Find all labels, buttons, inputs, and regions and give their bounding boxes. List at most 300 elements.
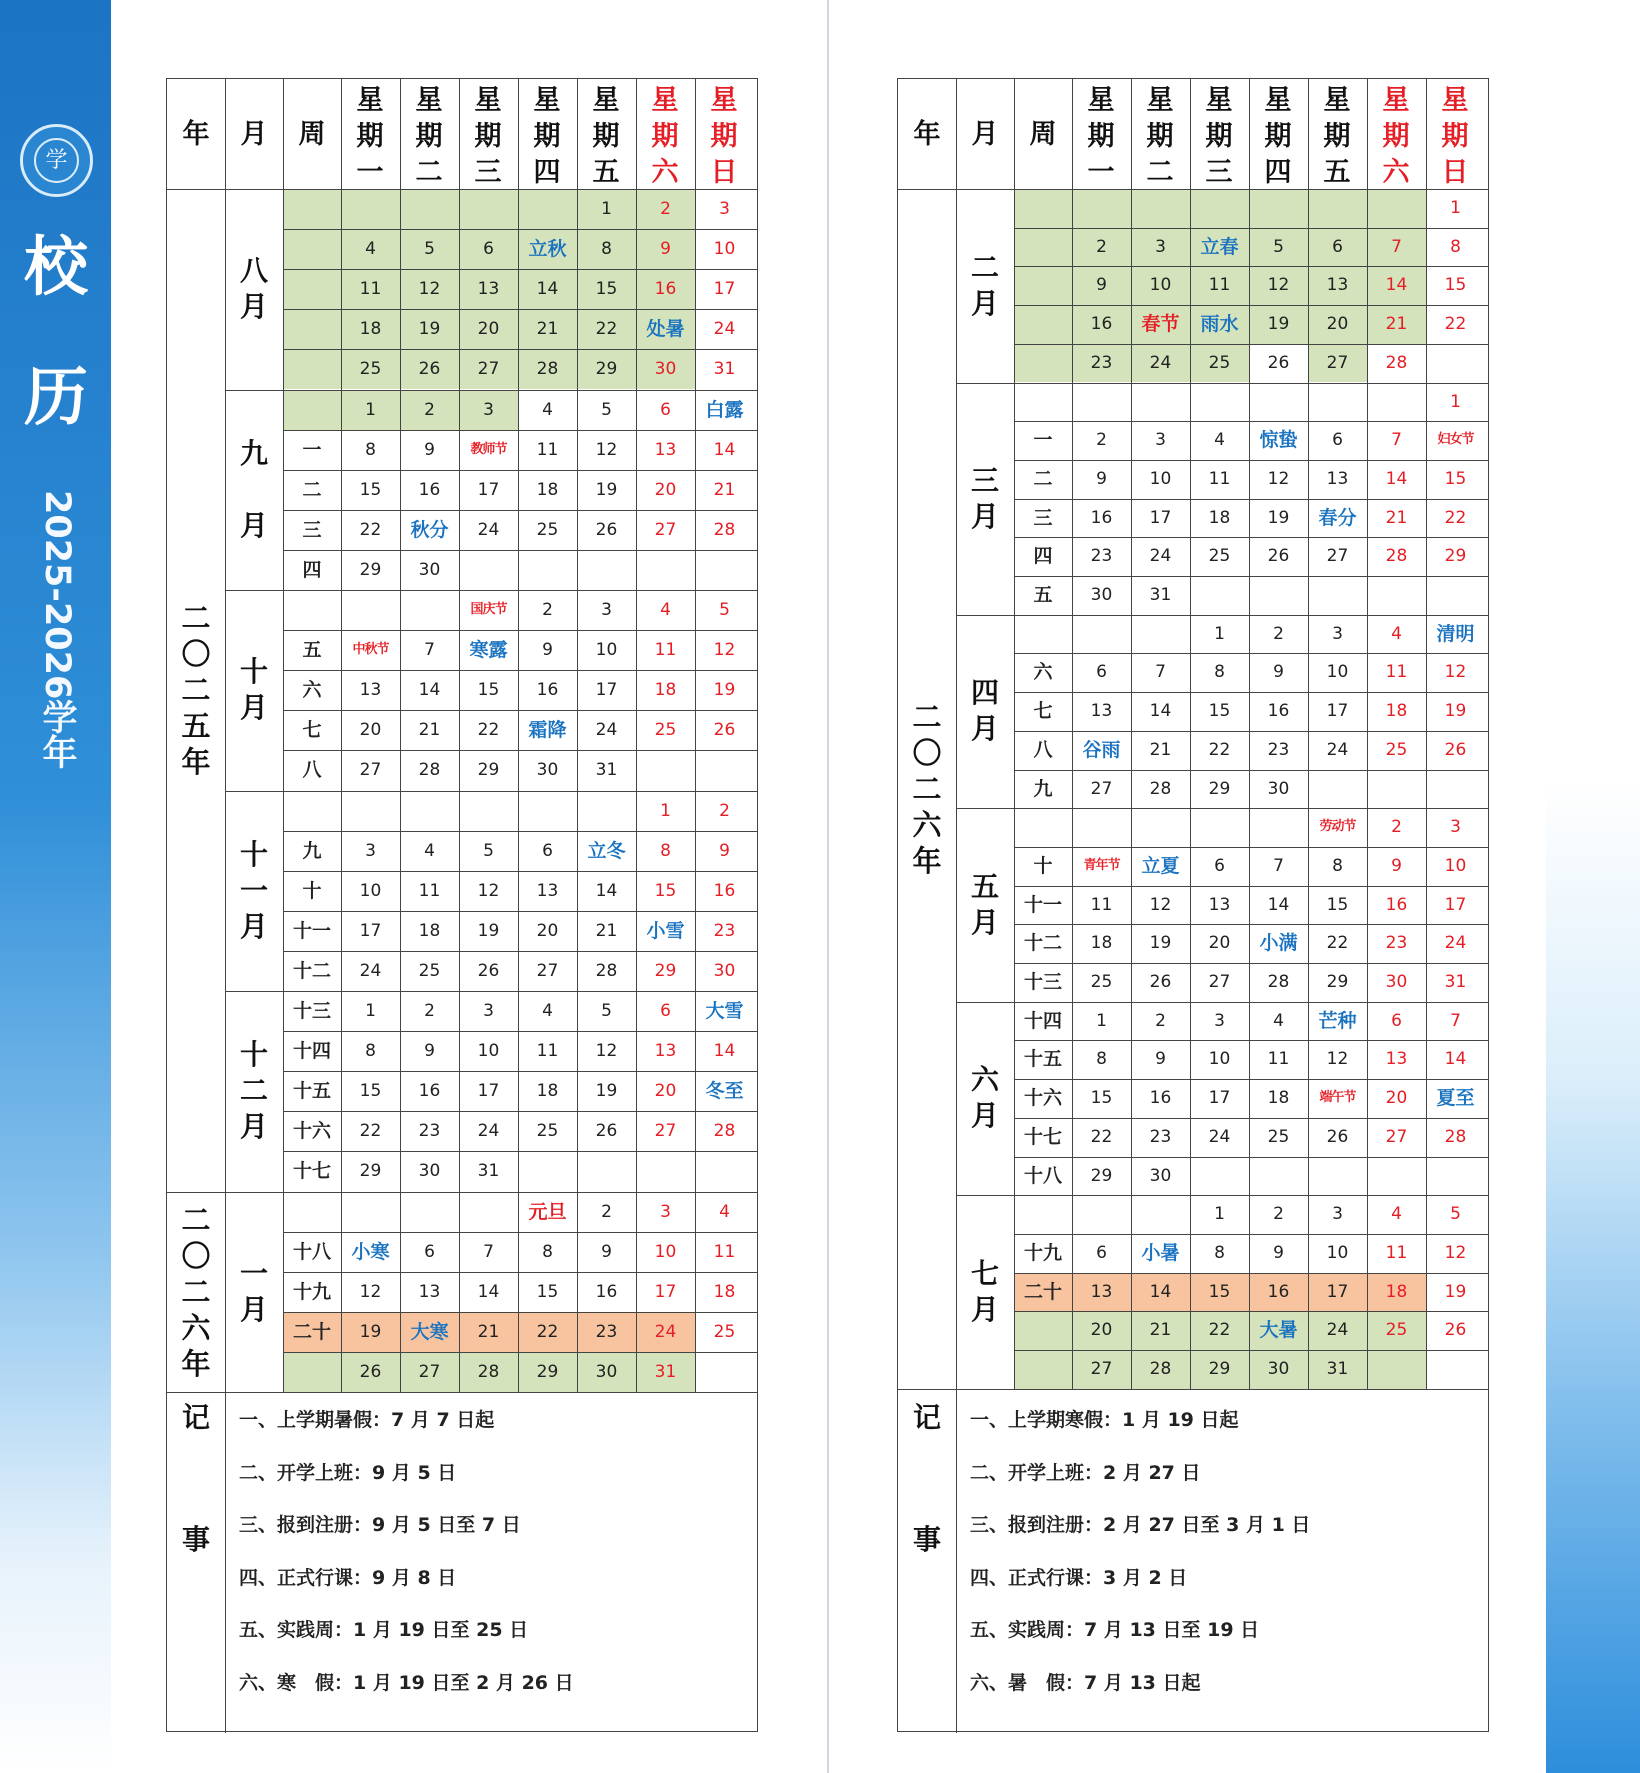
- day-cell: 17: [1326, 1281, 1349, 1302]
- day-cell: 1: [1214, 623, 1225, 644]
- week-number: 十五: [292, 1080, 331, 1103]
- day-cell: 22: [1090, 1126, 1113, 1147]
- day-cell: 13: [1090, 701, 1113, 722]
- day-cell: 28: [595, 960, 618, 981]
- day-cell: 寒露: [469, 639, 508, 662]
- day-cell: 10: [1149, 275, 1172, 296]
- week-number: 十六: [292, 1120, 331, 1143]
- day-cell: 11: [536, 439, 559, 460]
- day-cell: 23: [713, 920, 736, 941]
- day-cell: 国庆节: [470, 602, 507, 617]
- day-cell: 23: [418, 1121, 441, 1142]
- day-cell: 31: [1149, 585, 1172, 605]
- day-cell: 7: [1273, 855, 1284, 876]
- month-label: 七 月: [970, 1256, 999, 1326]
- day-cell: 3: [483, 1001, 494, 1021]
- day-cell: 4: [1273, 1010, 1284, 1031]
- day-cell: 28: [1267, 972, 1290, 992]
- day-cell: 立冬: [587, 839, 626, 862]
- day-cell: 26: [1267, 546, 1290, 567]
- day-cell: 18: [418, 920, 441, 941]
- month-label: 六 月: [970, 1063, 999, 1133]
- day-cell: 11: [1385, 1242, 1408, 1263]
- day-cell: 26: [1326, 1126, 1349, 1147]
- month-line: [956, 1195, 1488, 1196]
- week-number: 十: [1033, 854, 1053, 877]
- header-weekday: 星 期 二: [1146, 85, 1174, 188]
- day-cell: 15: [359, 479, 382, 500]
- day-cell: 31: [477, 1161, 500, 1182]
- day-cell: 21: [418, 720, 441, 741]
- note-line: 四、正式行课：9 月 8 日: [239, 1566, 457, 1589]
- day-cell: 4: [542, 1001, 553, 1021]
- header-weekday: 星 期 六: [651, 85, 679, 188]
- day-cell: 15: [595, 279, 618, 300]
- day-cell: 13: [1208, 894, 1231, 915]
- right-decoration: [1546, 780, 1640, 1773]
- day-cell: 9: [1273, 662, 1284, 683]
- day-cell: 6: [1332, 430, 1343, 451]
- year-label: 二 〇 二 六 年: [181, 1202, 211, 1381]
- week-number: 十: [302, 879, 322, 902]
- day-cell: 2: [1391, 817, 1402, 838]
- day-cell: 13: [1326, 275, 1349, 296]
- day-cell: 11: [536, 1041, 559, 1062]
- day-cell: 23: [1090, 352, 1113, 373]
- day-cell: 14: [713, 439, 736, 460]
- day-cell: 雨水: [1200, 313, 1239, 336]
- week-number: 六: [1033, 661, 1053, 684]
- month-label: 四 月: [970, 676, 999, 746]
- day-cell: 29: [359, 1161, 382, 1182]
- day-cell: 17: [1208, 1088, 1231, 1109]
- day-cell: 23: [1149, 1126, 1172, 1147]
- day-cell: 15: [1090, 1088, 1113, 1109]
- week-number: 十四: [1023, 1009, 1062, 1032]
- day-cell: 30: [654, 359, 677, 380]
- day-cell: 14: [1385, 468, 1408, 489]
- day-cell: 1: [601, 199, 612, 219]
- day-cell: 大寒: [410, 1320, 449, 1343]
- day-cell: 惊蛰: [1259, 429, 1298, 452]
- month-label: 一 月: [239, 1256, 268, 1326]
- week-number: 十一: [1023, 893, 1062, 916]
- page-fold: [827, 0, 829, 1773]
- day-cell: 13: [654, 1041, 677, 1062]
- day-cell: 10: [1444, 855, 1467, 876]
- day-cell: 21: [1149, 739, 1172, 760]
- day-cell: 25: [1208, 546, 1231, 567]
- day-cell: 3: [1450, 817, 1461, 838]
- day-cell: 5: [483, 840, 494, 861]
- header-weekday: 星 期 五: [1323, 85, 1351, 188]
- day-cell: 立秋: [528, 238, 567, 261]
- day-cell: 小寒: [351, 1240, 390, 1263]
- day-cell: 16: [1267, 701, 1290, 722]
- day-cell: 25: [1090, 972, 1113, 992]
- day-cell: 6: [660, 1001, 671, 1021]
- header-week: 周: [1029, 119, 1057, 150]
- day-cell: 25: [1385, 739, 1408, 760]
- day-cell: 2: [1096, 236, 1107, 257]
- calendar-table-2025: [166, 78, 758, 1732]
- day-cell: 22: [359, 519, 382, 540]
- day-cell: 小雪: [646, 919, 685, 942]
- day-cell: 19: [477, 920, 500, 941]
- day-cell: 28: [1149, 1359, 1172, 1379]
- week-number: 四: [302, 558, 322, 581]
- day-cell: 26: [595, 519, 618, 540]
- day-cell: 16: [418, 479, 441, 500]
- day-cell: 16: [1385, 894, 1408, 915]
- day-cell: 1: [1450, 391, 1461, 412]
- day-cell: 26: [1149, 972, 1172, 992]
- day-cell: 20: [359, 720, 382, 741]
- day-cell: 1: [1096, 1010, 1107, 1031]
- day-cell: 12: [1267, 275, 1290, 296]
- month-line: [956, 615, 1488, 616]
- day-cell: 11: [1385, 662, 1408, 683]
- jishi-label: 记: [181, 1401, 210, 1434]
- week-number: 二十: [292, 1320, 331, 1343]
- day-cell: 11: [713, 1241, 736, 1262]
- header-weekday: 星 期 日: [710, 85, 738, 188]
- day-cell: 26: [595, 1121, 618, 1142]
- day-cell: 24: [477, 519, 500, 540]
- day-cell: 12: [1444, 662, 1467, 683]
- day-cell: 16: [418, 1081, 441, 1102]
- day-cell: 9: [424, 1041, 435, 1062]
- day-cell: 29: [1444, 546, 1467, 567]
- header-year: 年: [182, 119, 210, 150]
- day-cell: 22: [1444, 314, 1467, 335]
- day-cell: 13: [1090, 1281, 1113, 1302]
- day-cell: 8: [1450, 236, 1461, 257]
- day-cell: 28: [1385, 352, 1408, 373]
- day-cell: 6: [542, 840, 553, 861]
- day-cell: 30: [1267, 1359, 1290, 1379]
- day-cell: 5: [424, 239, 435, 260]
- week-number: 二: [1033, 467, 1053, 490]
- day-cell: 妇女节: [1437, 432, 1474, 448]
- year-line: [167, 1192, 757, 1193]
- week-number: 十八: [1023, 1164, 1062, 1187]
- day-cell: 10: [359, 880, 382, 901]
- day-cell: 27: [536, 960, 559, 981]
- day-cell: 13: [654, 439, 677, 460]
- day-cell: 17: [477, 1081, 500, 1102]
- week-number: 五: [1033, 584, 1053, 606]
- day-cell: 25: [418, 960, 441, 981]
- day-cell: 2: [660, 199, 671, 219]
- week-number: 三: [302, 518, 322, 541]
- day-cell: 17: [595, 680, 618, 701]
- day-cell: 6: [1391, 1010, 1402, 1031]
- day-cell: 1: [365, 1001, 376, 1021]
- week-number: 七: [1033, 700, 1053, 723]
- day-cell: 28: [477, 1361, 500, 1382]
- day-cell: 27: [654, 1121, 677, 1142]
- day-cell: 22: [1444, 507, 1467, 528]
- day-cell: 6: [1096, 1242, 1107, 1263]
- day-cell: 18: [536, 1081, 559, 1102]
- day-cell: 12: [595, 1041, 618, 1062]
- day-cell: 10: [477, 1041, 500, 1062]
- day-cell: 14: [1385, 275, 1408, 296]
- day-cell: 29: [536, 1361, 559, 1382]
- day-cell: 22: [1208, 739, 1231, 760]
- day-cell: 3: [1214, 1010, 1225, 1031]
- day-cell: 22: [536, 1321, 559, 1342]
- day-cell: 15: [1208, 1281, 1231, 1302]
- note-line: 五、实践周：1 月 19 日至 25 日: [239, 1619, 529, 1641]
- day-cell: 立夏: [1141, 854, 1180, 877]
- day-cell: 夏至: [1436, 1087, 1475, 1110]
- day-cell: 13: [1326, 468, 1349, 489]
- day-cell: 15: [654, 880, 677, 901]
- week-number: 十七: [1023, 1125, 1062, 1148]
- day-cell: 7: [483, 1241, 494, 1262]
- day-cell: 16: [713, 880, 736, 901]
- day-cell: 19: [595, 479, 618, 500]
- month-label: 十 一 月: [239, 837, 268, 943]
- day-cell: 7: [424, 640, 435, 661]
- day-cell: 28: [418, 760, 441, 781]
- day-cell: 9: [1096, 468, 1107, 489]
- day-cell: 青年节: [1083, 857, 1120, 873]
- day-cell: 12: [418, 279, 441, 300]
- day-cell: 24: [1326, 739, 1349, 760]
- day-cell: 2: [424, 1001, 435, 1021]
- day-cell: 9: [1273, 1242, 1284, 1263]
- day-cell: 24: [713, 319, 736, 340]
- month-line: [225, 590, 757, 591]
- day-cell: 处暑: [646, 318, 685, 341]
- day-cell: 3: [365, 840, 376, 861]
- day-cell: 8: [542, 1241, 553, 1262]
- week-number: 四: [1033, 545, 1053, 568]
- day-cell: 30: [1385, 972, 1408, 992]
- week-number: 五: [302, 639, 322, 662]
- day-cell: 春分: [1318, 506, 1357, 529]
- year-line: [167, 1392, 757, 1393]
- week-number: 一: [1033, 429, 1053, 452]
- green-shade: [1014, 189, 1427, 228]
- day-cell: 谷雨: [1082, 738, 1121, 761]
- day-cell: 25: [654, 720, 677, 741]
- day-cell: 15: [359, 1081, 382, 1102]
- day-cell: 2: [719, 800, 730, 821]
- day-cell: 31: [1444, 972, 1467, 992]
- day-cell: 25: [536, 1121, 559, 1142]
- year-label: 二 〇 二 五 年: [181, 601, 211, 780]
- day-cell: 6: [424, 1241, 435, 1262]
- day-cell: 26: [1444, 739, 1467, 760]
- month-line: [225, 791, 757, 792]
- day-cell: 14: [1149, 701, 1172, 722]
- day-cell: 15: [1326, 894, 1349, 915]
- day-cell: 大雪: [705, 1000, 744, 1022]
- day-cell: 19: [595, 1081, 618, 1102]
- day-cell: 12: [595, 439, 618, 460]
- day-cell: 24: [1149, 352, 1172, 373]
- week-number: 十八: [292, 1240, 331, 1263]
- day-cell: 8: [365, 1041, 376, 1062]
- note-line: 三、报到注册：9 月 5 日至 7 日: [239, 1514, 521, 1536]
- day-cell: 27: [1090, 778, 1113, 799]
- day-cell: 8: [1214, 662, 1225, 683]
- academic-year: 2025-2026学年: [37, 490, 77, 770]
- day-cell: 25: [1208, 352, 1231, 373]
- day-cell: 劳动节: [1319, 819, 1356, 835]
- day-cell: 1: [660, 800, 671, 821]
- day-cell: 31: [1326, 1359, 1349, 1379]
- day-cell: 芒种: [1318, 1009, 1357, 1032]
- day-cell: 30: [1090, 585, 1113, 605]
- day-cell: 11: [1208, 275, 1231, 296]
- day-cell: 21: [595, 920, 618, 941]
- day-cell: 3: [719, 199, 730, 219]
- day-cell: 30: [536, 760, 559, 781]
- day-cell: 28: [536, 359, 559, 380]
- day-cell: 5: [1273, 236, 1284, 257]
- day-cell: 28: [1385, 546, 1408, 567]
- day-cell: 17: [1326, 701, 1349, 722]
- header-weekday: 星 期 二: [415, 85, 443, 188]
- day-cell: 10: [1326, 1242, 1349, 1263]
- day-cell: 29: [1090, 1165, 1113, 1186]
- note-line: 一、上学期暑假：7 月 7 日起: [239, 1409, 495, 1431]
- header-month: 月: [240, 119, 268, 150]
- day-cell: 27: [418, 1361, 441, 1382]
- header-weekday: 星 期 三: [474, 85, 502, 188]
- day-cell: 13: [1385, 1049, 1408, 1070]
- day-cell: 17: [477, 479, 500, 500]
- day-cell: 12: [1444, 1242, 1467, 1263]
- day-cell: 24: [477, 1121, 500, 1142]
- week-number: 十四: [292, 1040, 331, 1063]
- day-cell: 19: [418, 319, 441, 340]
- day-cell: 10: [1208, 1049, 1231, 1070]
- day-cell: 6: [483, 239, 494, 260]
- day-cell: 教师节: [470, 441, 507, 457]
- day-cell: 27: [1326, 352, 1349, 373]
- week-number: 十六: [1023, 1087, 1062, 1110]
- week-number: 十七: [292, 1160, 331, 1183]
- day-cell: 17: [654, 1281, 677, 1302]
- week-number: 八: [302, 759, 322, 782]
- day-cell: 25: [1267, 1126, 1290, 1147]
- day-cell: 9: [1096, 275, 1107, 296]
- note-line: 四、正式行课：3 月 2 日: [970, 1566, 1188, 1589]
- header-weekday: 星 期 四: [1264, 85, 1292, 188]
- day-cell: 21: [477, 1321, 500, 1342]
- week-number: 八: [1033, 738, 1053, 761]
- day-cell: 小满: [1259, 932, 1298, 955]
- day-cell: 20: [654, 479, 677, 500]
- month-line: [225, 991, 757, 992]
- day-cell: 15: [477, 680, 500, 701]
- header-weekday: 星 期 五: [592, 85, 620, 188]
- day-cell: 9: [542, 640, 553, 661]
- day-cell: 29: [359, 559, 382, 580]
- day-cell: 18: [1208, 507, 1231, 528]
- day-cell: 11: [1267, 1049, 1290, 1070]
- month-label: 三 月: [970, 463, 999, 533]
- week-number: 七: [302, 719, 322, 742]
- month-label: 十 二 月: [239, 1038, 268, 1144]
- day-cell: 13: [359, 680, 382, 701]
- month-label: 九 月: [239, 436, 268, 542]
- day-cell: 4: [424, 840, 435, 861]
- day-cell: 22: [1326, 933, 1349, 954]
- day-cell: 23: [1090, 546, 1113, 567]
- header-weekday: 星 期 四: [533, 85, 561, 188]
- week-number: 十九: [1023, 1241, 1062, 1264]
- week-number: 二: [302, 478, 322, 501]
- day-cell: 6: [1096, 662, 1107, 683]
- side-banner: [0, 0, 111, 1773]
- header-weekday: 星 期 日: [1441, 85, 1469, 188]
- day-cell: 20: [1326, 314, 1349, 335]
- day-cell: 秋分: [410, 518, 449, 541]
- week-number: 一: [302, 438, 322, 461]
- week-number: 十三: [1023, 971, 1062, 993]
- day-cell: 27: [654, 519, 677, 540]
- day-cell: 15: [1208, 701, 1231, 722]
- day-cell: 21: [713, 479, 736, 500]
- day-cell: 18: [1385, 1281, 1408, 1302]
- day-cell: 3: [483, 399, 494, 420]
- day-cell: 7: [1391, 236, 1402, 257]
- day-cell: 25: [359, 359, 382, 380]
- header-year: 年: [913, 119, 941, 150]
- day-cell: 9: [601, 1241, 612, 1262]
- day-cell: 13: [477, 279, 500, 300]
- day-cell: 1: [1214, 1204, 1225, 1225]
- day-cell: 27: [477, 359, 500, 380]
- note-line: 六、暑 假：7 月 13 日起: [970, 1671, 1201, 1694]
- day-cell: 2: [601, 1201, 612, 1222]
- day-cell: 4: [1214, 430, 1225, 451]
- day-cell: 27: [359, 760, 382, 781]
- day-cell: 端午节: [1319, 1090, 1356, 1106]
- day-cell: 18: [536, 479, 559, 500]
- day-cell: 20: [477, 319, 500, 340]
- day-cell: 大暑: [1259, 1319, 1298, 1342]
- day-cell: 29: [1208, 1359, 1231, 1379]
- day-cell: 14: [418, 680, 441, 701]
- day-cell: 中秋节: [352, 642, 389, 658]
- day-cell: 清明: [1436, 622, 1475, 645]
- day-cell: 白露: [705, 398, 744, 421]
- week-number: 九: [1033, 777, 1053, 800]
- day-cell: 2: [1096, 430, 1107, 451]
- day-cell: 23: [1267, 739, 1290, 760]
- day-cell: 18: [1385, 701, 1408, 722]
- day-cell: 24: [1444, 933, 1467, 954]
- day-cell: 5: [1450, 1204, 1461, 1225]
- day-cell: 23: [595, 1321, 618, 1342]
- day-cell: 14: [477, 1281, 500, 1302]
- day-cell: 8: [1332, 855, 1343, 876]
- day-cell: 22: [1208, 1320, 1231, 1341]
- day-cell: 18: [713, 1281, 736, 1302]
- day-cell: 7: [1155, 662, 1166, 683]
- week-number: 十一: [292, 919, 331, 942]
- day-cell: 8: [601, 239, 612, 260]
- week-number: 二十: [1023, 1280, 1062, 1303]
